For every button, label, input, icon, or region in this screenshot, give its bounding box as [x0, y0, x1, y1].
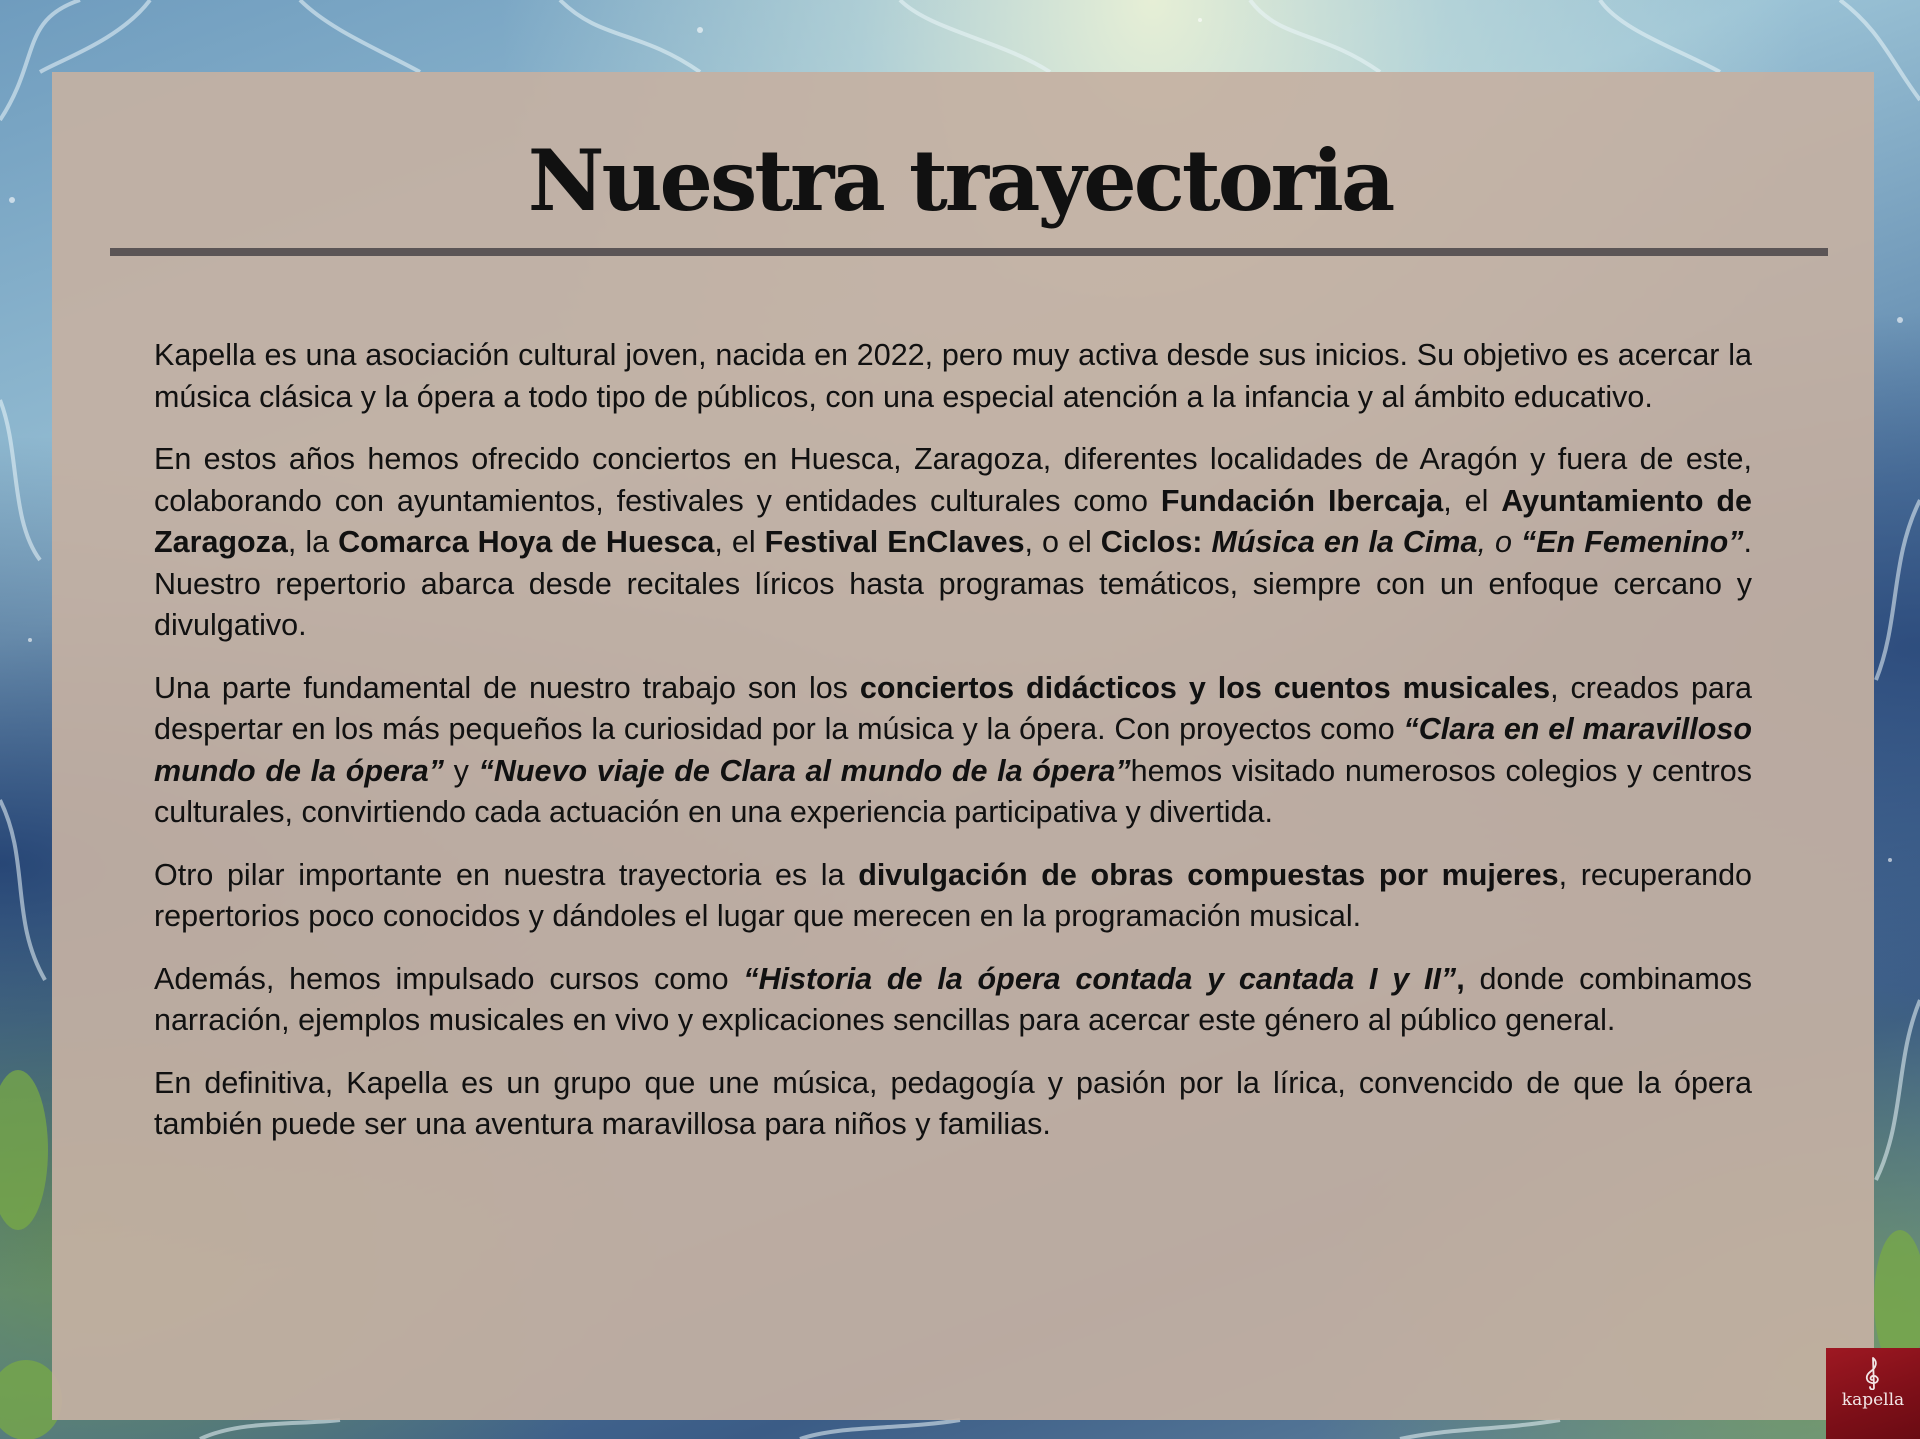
bold-text: “Clara en el maravilloso mundo de la ópera”	[154, 712, 1752, 788]
text-run: , el	[714, 525, 765, 559]
bold-text: Ciclos:	[1100, 525, 1212, 559]
text-run: Otro pilar importante en nuestra trayectoria es la	[154, 857, 859, 892]
text-run: , la	[287, 525, 339, 559]
bold-text: Festival EnClaves	[764, 525, 1025, 559]
bold-text: conciertos didácticos y los cuentos musicales	[859, 670, 1551, 705]
text-run: En estos años hemos ofrecido conciertos en Huesca, Zaragoza, diferentes localidades de Aragón y fuera de este, colaborando con ayuntamientos, festivales y entidades culturales como	[154, 442, 1752, 518]
bold-text: “Nuevo viaje de Clara al mundo de la ópera”	[478, 753, 1131, 788]
paragraph	[154, 335, 1752, 418]
text-run: donde combinamos narración, ejemplos musicales en vivo y explicaciones sencillas para acercar este género al público general.	[154, 961, 1752, 1037]
bold-text: Fundación Ibercaja	[1160, 483, 1444, 518]
text-run: , recuperando repertorios poco conocidos y dándoles el lugar que merecen en la programación musical.	[154, 857, 1752, 933]
page-title: Nuestra trayectoria	[527, 131, 1393, 230]
title-divider	[110, 248, 1828, 256]
italic-text: , o	[1477, 525, 1521, 559]
text-run: hemos visitado numerosos colegios y centros culturales, convirtiendo cada actuación en una experiencia participativa y divertida.	[154, 753, 1752, 829]
kapella-logo	[1826, 1348, 1920, 1439]
bold-text: Ayuntamiento de Zaragoza	[154, 483, 1752, 559]
bold-text: Comarca Hoya de Huesca	[338, 525, 715, 559]
text-run: . Nuestro repertorio abarca desde recitales líricos hasta programas temáticos, siempre con un enfoque cercano y divulgativo.	[154, 525, 1752, 642]
paragraph	[154, 1063, 1752, 1146]
text-run: , o el	[1024, 525, 1101, 559]
logo-text: kapella	[1841, 1390, 1905, 1410]
text-run: , el	[1443, 483, 1502, 518]
text-run: Una parte fundamental de nuestro trabajo son los	[154, 670, 860, 705]
bold-text: “Historia de la ópera contada y cantada I y II”	[743, 961, 1457, 996]
text-run: Además, hemos impulsado cursos como	[154, 961, 744, 996]
text-run: En definitiva, Kapella es un grupo que une música, pedagogía y pasión por la lírica, convencido de que la ópera también puede ser una aventura maravillosa para niños y familias.	[154, 1065, 1752, 1141]
paragraph	[154, 959, 1752, 1042]
treble-clef-icon	[1862, 1356, 1884, 1390]
text-run: Kapella es una asociación cultural joven, nacida en 2022, pero muy activa desde sus inicios. Su objetivo es acercar la música clásica y la ópera a todo tipo de públicos, con una especial atención a la infancia y al ámbito educativo.	[154, 338, 1752, 414]
text-run: , creados para despertar en los más pequeños la curiosidad por la música y la ópera. Con proyectos como	[154, 670, 1752, 746]
text-run: y	[444, 753, 479, 788]
bold-text: divulgación de obras compuestas por mujeres	[858, 857, 1559, 892]
bold-text: “En Femenino”	[1520, 525, 1744, 559]
paragraph	[154, 668, 1752, 834]
bold-text: Música en la Cima	[1211, 525, 1478, 559]
body-text	[154, 335, 1752, 1167]
paragraph	[154, 855, 1752, 938]
bold-text: ,	[1456, 961, 1465, 996]
paragraph	[154, 439, 1752, 647]
